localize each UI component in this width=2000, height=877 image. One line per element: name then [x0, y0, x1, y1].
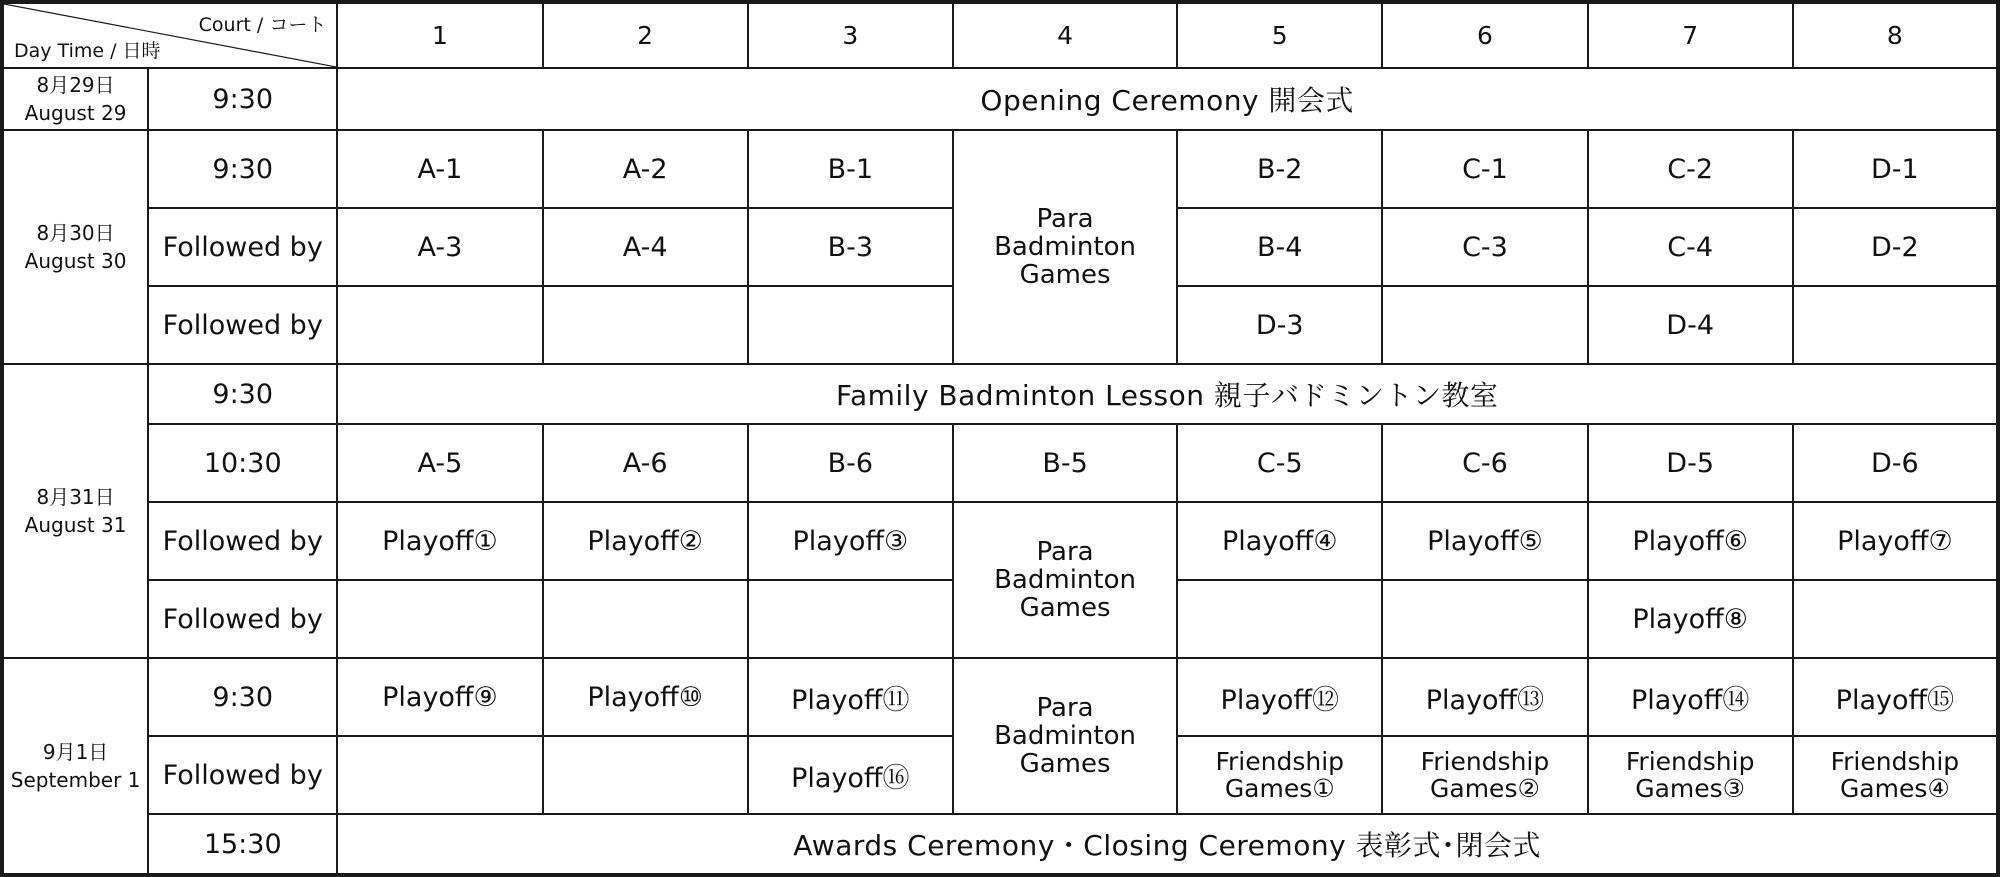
court-header-3: 3	[748, 2, 953, 68]
para-line-3: Games	[1019, 749, 1111, 780]
para-line-2: Badminton	[994, 231, 1136, 262]
header-row	[2, 2, 1998, 68]
match-cell: C-1	[1382, 130, 1587, 208]
time-cell: 9:30	[148, 68, 337, 130]
match-cell: A-2	[543, 130, 748, 208]
family-lesson-cell: Family Badminton Lesson 親子バドミントン教室	[337, 364, 1998, 424]
match-cell: C-3	[1382, 208, 1587, 286]
match-cell: Playoff⑩	[543, 658, 748, 736]
match-cell: C-6	[1382, 424, 1587, 502]
para-line-1: Para	[1036, 203, 1094, 234]
match-cell	[543, 580, 748, 658]
match-cell: Playoff⑪	[748, 658, 953, 736]
time-cell: 15:30	[148, 814, 337, 875]
para-line-2: Badminton	[994, 564, 1136, 595]
match-cell: Playoff①	[337, 502, 542, 580]
time-cell: Followed by	[148, 736, 337, 814]
match-cell	[1382, 286, 1587, 364]
friendship-line-1: Friendship	[1420, 746, 1550, 776]
day-jp: 8月29日	[36, 73, 115, 97]
table-row	[2, 502, 1998, 580]
court-header-8: 8	[1793, 2, 1998, 68]
court-header-5: 5	[1177, 2, 1382, 68]
day-en: August 31	[24, 513, 127, 537]
time-cell: Followed by	[148, 208, 337, 286]
friendship-line-2: Games③	[1635, 774, 1746, 803]
friendship-games-cell	[1793, 736, 1998, 814]
day-en: September 1	[10, 768, 141, 792]
day-cell-aug29	[2, 68, 148, 130]
match-cell: Playoff⑯	[748, 736, 953, 814]
day-en: August 29	[24, 101, 127, 125]
time-cell: 9:30	[148, 130, 337, 208]
match-cell: Playoff⑥	[1588, 502, 1793, 580]
day-cell-aug30	[2, 130, 148, 364]
corner-header-cell	[2, 2, 337, 68]
match-cell: A-4	[543, 208, 748, 286]
match-cell: A-6	[543, 424, 748, 502]
match-cell: Playoff②	[543, 502, 748, 580]
para-line-1: Para	[1036, 692, 1094, 723]
opening-ceremony-cell: Opening Ceremony 開会式	[337, 68, 1998, 130]
match-cell: B-2	[1177, 130, 1382, 208]
friendship-games-cell	[1588, 736, 1793, 814]
time-cell: Followed by	[148, 580, 337, 658]
match-cell: D-4	[1588, 286, 1793, 364]
match-cell: Playoff⑮	[1793, 658, 1998, 736]
para-badminton-cell	[953, 502, 1177, 658]
time-cell: Followed by	[148, 286, 337, 364]
friendship-line-1: Friendship	[1830, 746, 1960, 776]
match-cell: B-5	[953, 424, 1177, 502]
day-cell-aug31	[2, 364, 148, 658]
friendship-games-cell	[1177, 736, 1382, 814]
match-cell: A-1	[337, 130, 542, 208]
friendship-line-2: Games①	[1224, 774, 1335, 803]
match-cell	[543, 736, 748, 814]
time-cell: Followed by	[148, 502, 337, 580]
para-badminton-cell	[953, 658, 1177, 814]
time-cell: 9:30	[148, 658, 337, 736]
table-row	[2, 658, 1998, 736]
awards-closing-ceremony-cell: Awards Ceremony・Closing Ceremony 表彰式･閉会式	[337, 814, 1998, 875]
match-cell	[337, 736, 542, 814]
time-cell: 9:30	[148, 364, 337, 424]
match-cell	[1793, 580, 1998, 658]
match-cell: C-4	[1588, 208, 1793, 286]
court-header-2: 2	[543, 2, 748, 68]
table-row	[2, 68, 1998, 130]
friendship-games-cell	[1382, 736, 1587, 814]
match-cell	[748, 580, 953, 658]
match-cell	[543, 286, 748, 364]
match-cell	[1793, 286, 1998, 364]
match-cell: Playoff⑫	[1177, 658, 1382, 736]
para-line-1: Para	[1036, 536, 1094, 567]
day-en: August 30	[24, 249, 127, 273]
match-cell	[1177, 580, 1382, 658]
match-cell: C-2	[1588, 130, 1793, 208]
day-jp: 8月31日	[36, 485, 115, 509]
friendship-line-2: Games②	[1430, 774, 1540, 803]
match-cell: D-5	[1588, 424, 1793, 502]
match-cell: Playoff④	[1177, 502, 1382, 580]
friendship-line-1: Friendship	[1215, 746, 1345, 776]
day-jp: 9月1日	[42, 740, 109, 764]
day-jp: 8月30日	[36, 221, 115, 245]
match-cell: A-3	[337, 208, 542, 286]
court-header-7: 7	[1588, 2, 1793, 68]
time-cell: 10:30	[148, 424, 337, 502]
match-cell: Playoff⑦	[1793, 502, 1998, 580]
para-line-2: Badminton	[994, 720, 1136, 751]
match-cell	[337, 580, 542, 658]
para-badminton-cell	[953, 130, 1177, 364]
court-header-6: 6	[1382, 2, 1587, 68]
court-axis-label: Court / コート	[198, 14, 327, 36]
para-line-3: Games	[1019, 593, 1111, 624]
match-cell: B-3	[748, 208, 953, 286]
match-cell: B-4	[1177, 208, 1382, 286]
court-header-4: 4	[953, 2, 1177, 68]
day-time-axis-label: Day Time / 日時	[14, 40, 161, 62]
match-cell: C-5	[1177, 424, 1382, 502]
match-cell: A-5	[337, 424, 542, 502]
match-cell: Playoff⑭	[1588, 658, 1793, 736]
match-cell: B-1	[748, 130, 953, 208]
match-cell: D-3	[1177, 286, 1382, 364]
para-line-3: Games	[1019, 260, 1111, 291]
match-cell: Playoff⑤	[1382, 502, 1587, 580]
match-cell	[1382, 580, 1587, 658]
match-cell: Playoff⑧	[1588, 580, 1793, 658]
match-cell: Playoff⑬	[1382, 658, 1587, 736]
match-cell	[337, 286, 542, 364]
court-header-1: 1	[337, 2, 542, 68]
table-row	[2, 364, 1998, 424]
match-cell: D-1	[1793, 130, 1998, 208]
match-cell: D-6	[1793, 424, 1998, 502]
match-cell	[748, 286, 953, 364]
match-cell: B-6	[748, 424, 953, 502]
table-row	[2, 130, 1998, 208]
day-cell-sep1	[2, 658, 148, 875]
table-row	[2, 814, 1998, 875]
table-row	[2, 424, 1998, 502]
match-cell: D-2	[1793, 208, 1998, 286]
friendship-line-2: Games④	[1839, 774, 1950, 803]
match-cell: Playoff③	[748, 502, 953, 580]
friendship-line-1: Friendship	[1625, 746, 1755, 776]
match-cell: Playoff⑨	[337, 658, 542, 736]
